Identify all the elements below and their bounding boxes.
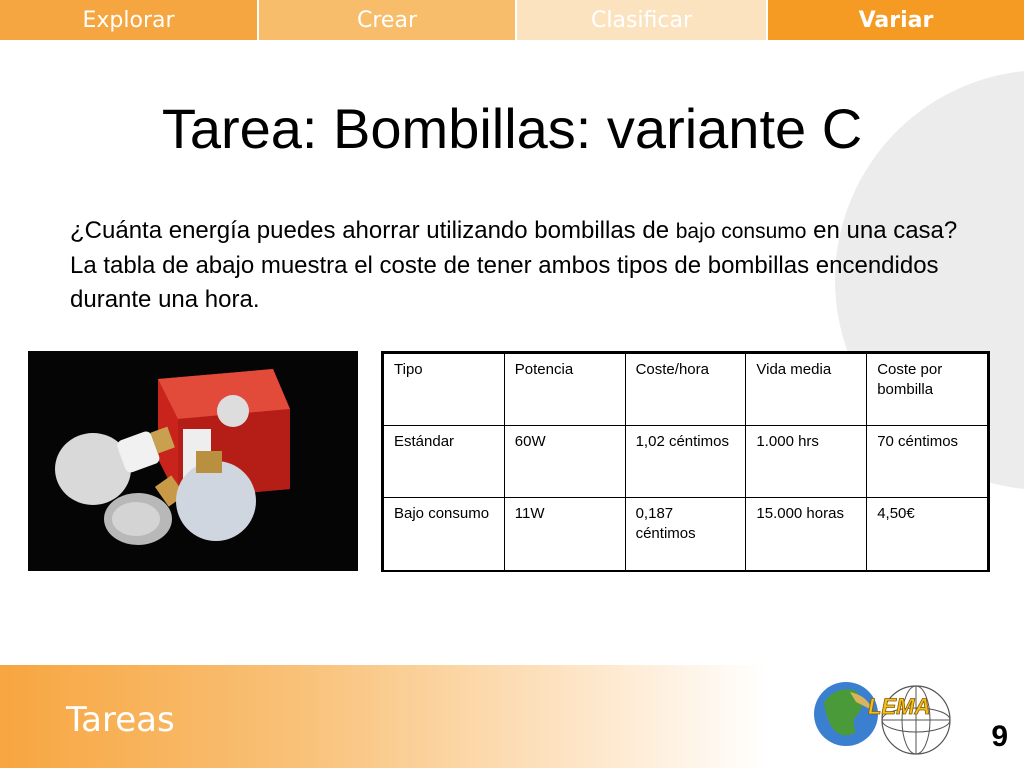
- navigation-tabs: [0, 0, 1024, 40]
- table-cell: Estándar: [384, 426, 505, 498]
- table-cell: 4,50€: [867, 498, 988, 571]
- tab-explorar[interactable]: Explorar: [0, 0, 257, 40]
- table-cell: 60W: [504, 426, 625, 498]
- table-header-cell: Tipo: [384, 354, 505, 426]
- table-header-row: [384, 354, 988, 426]
- lema-logo: [810, 672, 960, 762]
- body-text-part1: ¿Cuánta energía puedes ahorrar utilizando bombillas de: [70, 217, 676, 244]
- table-header-cell: Vida media: [746, 354, 867, 426]
- slide-title: Tarea: Bombillas: variante C: [161, 97, 863, 160]
- table-header-cell: Coste/hora: [625, 354, 746, 426]
- slide-body-text: [70, 214, 960, 317]
- tab-clasificar[interactable]: Clasificar: [515, 0, 766, 40]
- table-cell: 70 céntimos: [867, 426, 988, 498]
- page-number: 9: [991, 720, 1008, 753]
- table-cell: 1,02 céntimos: [625, 426, 746, 498]
- table-cell: Bajo consumo: [384, 498, 505, 571]
- table-cell: 0,187 céntimos: [625, 498, 746, 571]
- table-cell: 11W: [504, 498, 625, 571]
- comparison-table: [383, 353, 988, 571]
- table-row: [384, 498, 988, 571]
- table-header-cell: Potencia: [504, 354, 625, 426]
- tab-crear[interactable]: Crear: [257, 0, 515, 40]
- table-header-cell: Coste por bombilla: [867, 354, 988, 426]
- table-cell: 1.000 hrs: [746, 426, 867, 498]
- body-text-part2: en una casa? La tabla de abajo muestra el coste de tener ambos tipos de bombillas encendidos durante una hora.: [70, 217, 958, 313]
- table-cell: 15.000 horas: [746, 498, 867, 571]
- footer-label: Tareas: [66, 700, 175, 740]
- tab-variar[interactable]: Variar: [766, 0, 1024, 40]
- lema-logo-graphic: [810, 672, 960, 762]
- logo-text: LEMA: [868, 694, 931, 719]
- cost-table: [381, 351, 990, 572]
- table-row: [384, 426, 988, 498]
- light-bulbs-illustration: [28, 351, 358, 571]
- body-text-emphasis: bajo consumo: [675, 220, 807, 243]
- light-bulbs-photo: [28, 351, 358, 571]
